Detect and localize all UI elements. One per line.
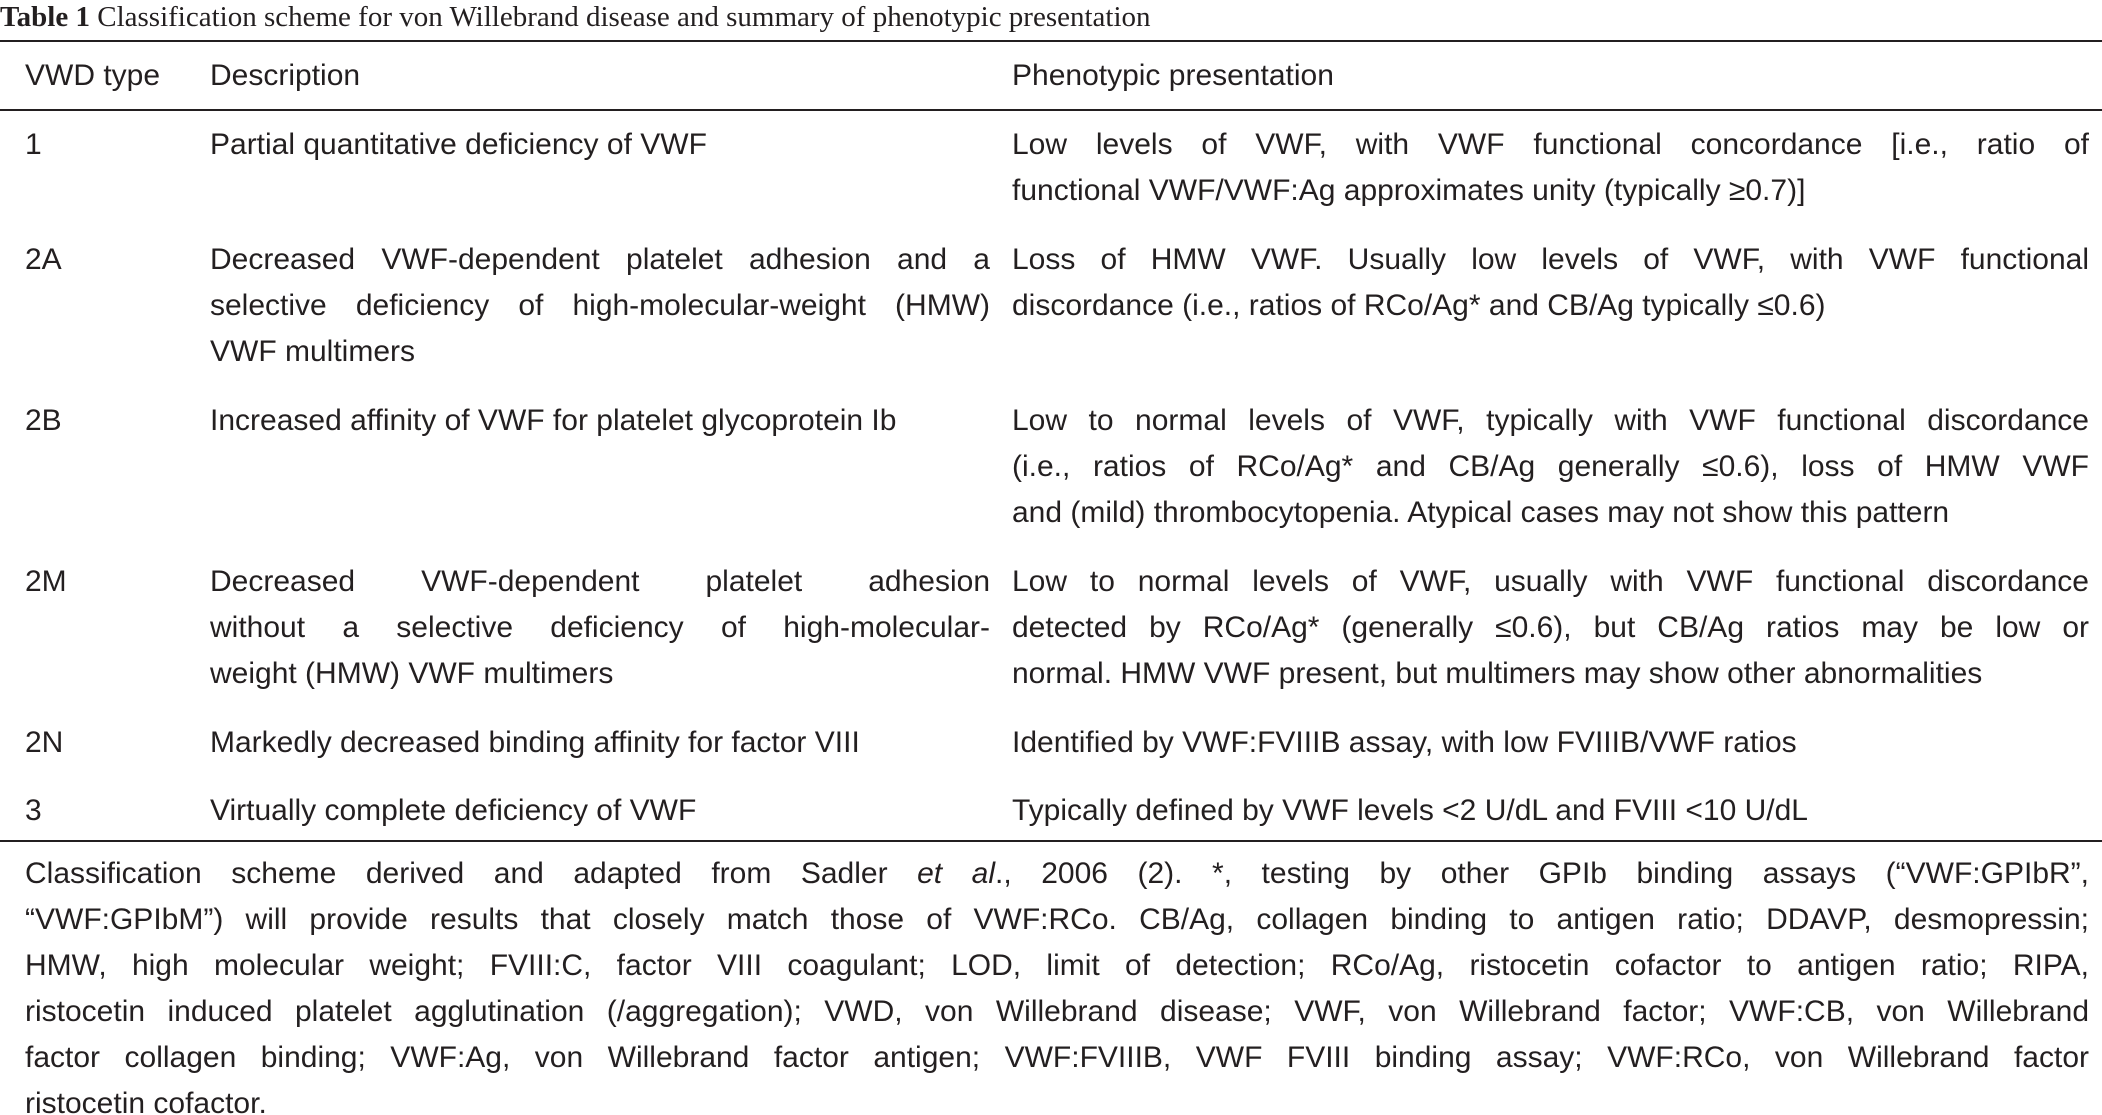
row-description: Partial quantitative deficiency of VWF (210, 128, 707, 161)
row-description-line: VWF multimers (210, 335, 415, 368)
header-rule (0, 109, 2102, 111)
footnote-line (25, 851, 2089, 897)
row-phenotype-line: Low to normal levels of VWF, usually with VWF functional discordance (1012, 565, 2089, 598)
footnote-line: factor collagen binding; VWF:Ag, von Willebrand factor antigen; VWF:FVIIIB, VWF FVIII binding assay; VWF:RCo, von Willebrand factor (25, 1041, 2089, 1074)
header-vwd-type: VWD type (25, 59, 161, 92)
row-description-line: selective deficiency of high-molecular-weight (HMW) (210, 289, 990, 322)
row-description-line: Decreased VWF-dependent platelet adhesion (210, 565, 990, 598)
footnote-text: ., 2006 (2). *, testing by other GPIb binding assays (“VWF:GPIbR”, (995, 857, 2089, 890)
row-phenotype-line: (i.e., ratios of RCo/Ag* and CB/Ag generally ≤0.6), loss of HMW VWF (1012, 450, 2089, 483)
footnote-text: Classification scheme derived and adapted from Sadler (25, 857, 918, 890)
row-phenotype: Typically defined by VWF levels <2 U/dL and FVIII <10 U/dL (1012, 794, 1808, 827)
row-phenotype-line: and (mild) thrombocytopenia. Atypical cases may not show this pattern (1012, 496, 1950, 529)
row-type: 2M (25, 565, 67, 598)
footnote-italic: et al (917, 857, 996, 890)
row-phenotype-line: detected by RCo/Ag* (generally ≤0.6), but CB/Ag ratios may be low or (1012, 611, 2089, 644)
row-phenotype-line: normal. HMW VWF present, but multimers may show other abnormalities (1012, 657, 1983, 690)
row-phenotype-line: functional VWF/VWF:Ag approximates unity (typically ≥0.7)] (1012, 174, 1806, 207)
table-number: Table 1 (0, 1, 90, 33)
header-description: Description (210, 59, 361, 92)
row-phenotype-line: Low to normal levels of VWF, typically with VWF functional discordance (1012, 404, 2089, 437)
row-phenotype-line: Loss of HMW VWF. Usually low levels of VWF, with VWF functional (1012, 243, 2089, 276)
footnote-line: “VWF:GPIbM”) will provide results that closely match those of VWF:RCo. CB/Ag, collagen binding to antigen ratio; DDAVP, desmopressin; (25, 903, 2089, 936)
row-type: 1 (25, 128, 42, 161)
row-description: Virtually complete deficiency of VWF (210, 794, 697, 827)
header-phenotypic-presentation: Phenotypic presentation (1012, 59, 1334, 92)
footnote-line: ristocetin cofactor. (25, 1087, 267, 1115)
row-type: 2N (25, 726, 64, 759)
row-description-line: weight (HMW) VWF multimers (210, 657, 614, 690)
top-rule (0, 40, 2102, 42)
table-title (0, 0, 1151, 34)
row-type: 2A (25, 243, 62, 276)
footnote-line: HMW, high molecular weight; FVIII:C, factor VIII coagulant; LOD, limit of detection; RCo/Ag, ristocetin cofactor to antigen ratio; RIPA, (25, 949, 2089, 982)
row-type: 2B (25, 404, 62, 437)
row-phenotype-line: Low levels of VWF, with VWF functional concordance [i.e., ratio of (1012, 128, 2089, 161)
bottom-rule (0, 840, 2102, 842)
row-description: Markedly decreased binding affinity for factor VIII (210, 726, 860, 759)
footnote-line: ristocetin induced platelet agglutination (/aggregation); VWD, von Willebrand disease; VWF, von Willebrand factor; VWF:CB, von Willebrand (25, 995, 2089, 1028)
table-caption: Classification scheme for von Willebrand disease and summary of phenotypic presentation (90, 1, 1151, 33)
row-phenotype: Identified by VWF:FVIIIB assay, with low FVIIIB/VWF ratios (1012, 726, 1797, 759)
row-description-line: without a selective deficiency of high-molecular- (210, 611, 990, 644)
row-description-line: Decreased VWF-dependent platelet adhesion and a (210, 243, 990, 276)
row-type: 3 (25, 794, 42, 827)
row-phenotype-line: discordance (i.e., ratios of RCo/Ag* and CB/Ag typically ≤0.6) (1012, 289, 1826, 322)
row-description: Increased affinity of VWF for platelet glycoprotein Ib (210, 404, 897, 437)
